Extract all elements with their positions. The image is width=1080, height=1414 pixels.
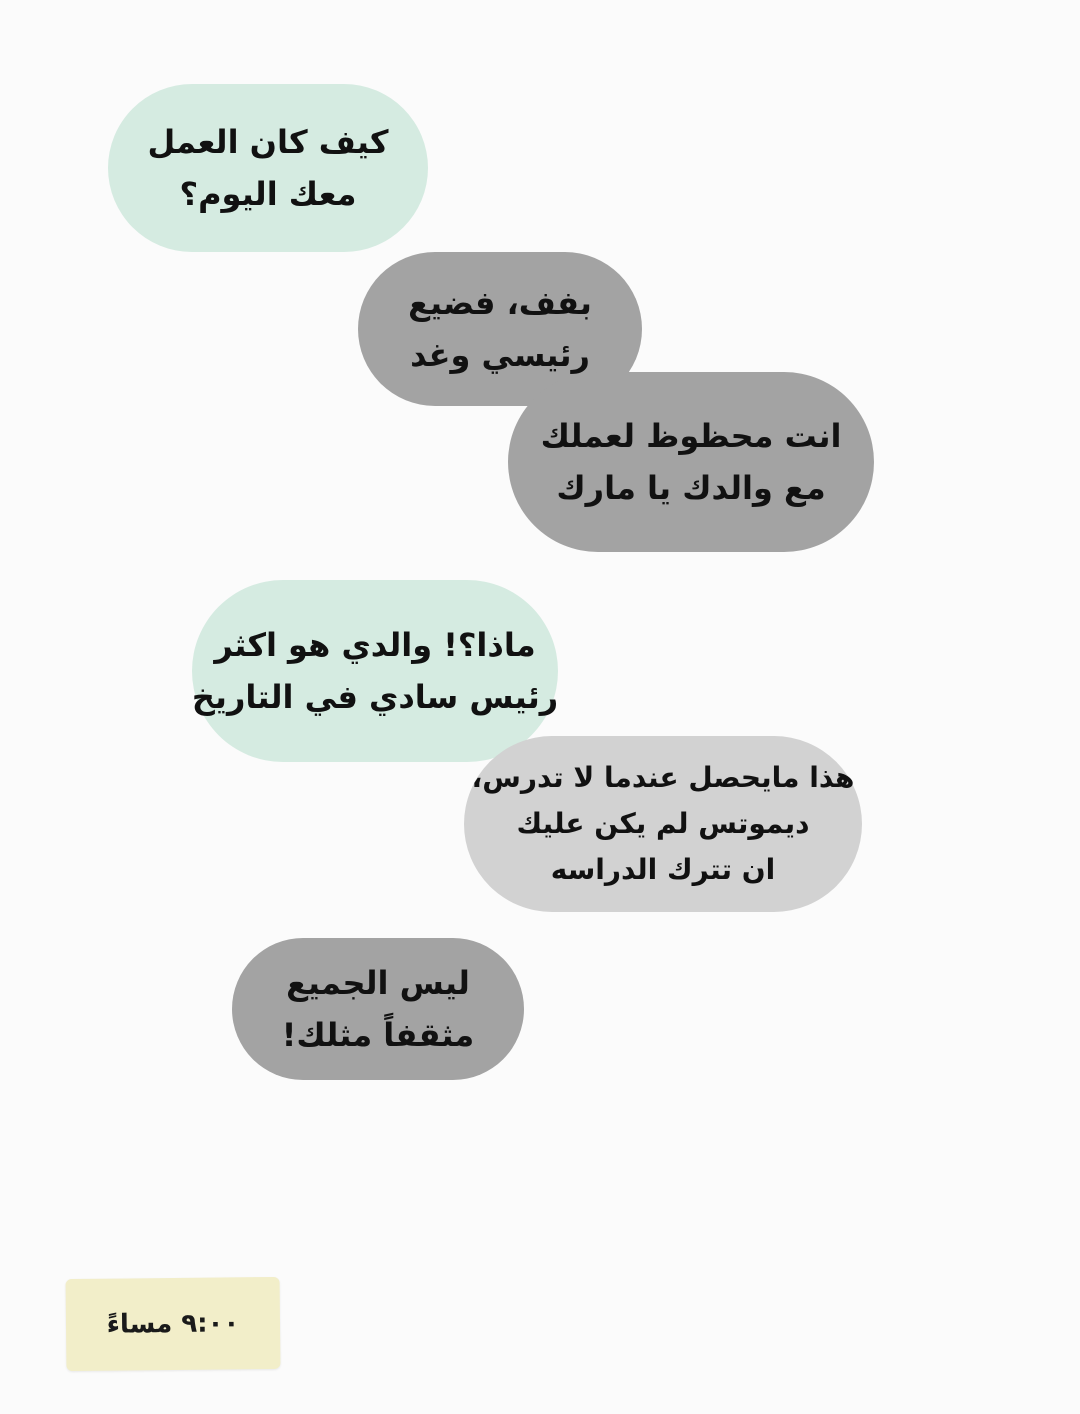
message-line: ليس الجميع [286, 964, 470, 1002]
message-bubble-3 [508, 372, 874, 552]
message-line: انت محظوظ لعملك [540, 417, 842, 455]
message-line: مع والدك يا مارك [556, 469, 826, 507]
message-line: بفف، فضيع [408, 284, 592, 322]
message-bubble-6 [232, 938, 524, 1080]
message-line: كيف كان العمل [147, 123, 389, 161]
message-line: ان تترك الدراسه [550, 853, 776, 886]
timestamp-note [66, 1277, 281, 1371]
message-line: هذا مايحصل عندما لا تدرس، [471, 761, 855, 794]
message-line: معك اليوم؟ [179, 175, 357, 213]
message-bubble-4 [192, 580, 558, 762]
message-line: رئيس سادي في التاريخ [191, 678, 559, 716]
message-line: ماذا؟! والدي هو اكثر [214, 626, 536, 664]
message-line: رئيسي وغد [410, 336, 590, 374]
message-bubble-1 [108, 84, 428, 252]
timestamp-text: ٩:٠٠ مساءً [106, 1308, 240, 1340]
message-bubble-5 [464, 736, 862, 912]
message-line: مثقفاً مثلك! [281, 1016, 475, 1054]
message-line: ديموتس لم يكن عليك [516, 807, 810, 840]
